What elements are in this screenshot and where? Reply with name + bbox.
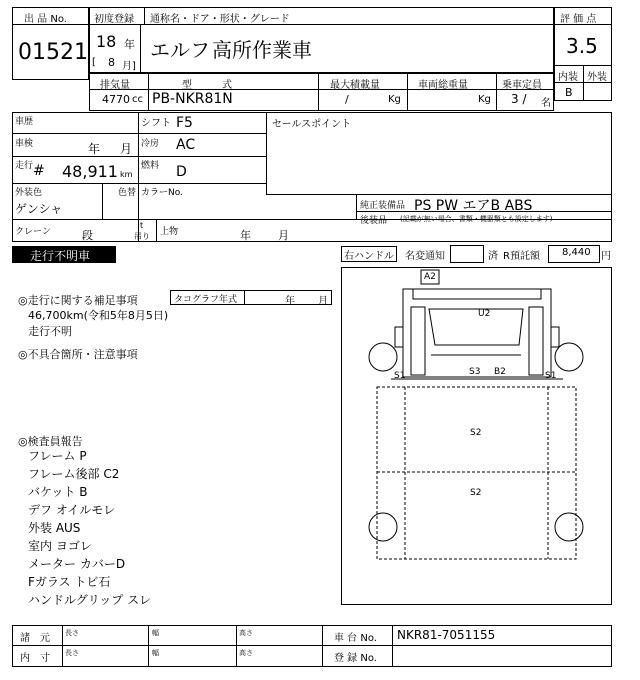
mileage-value: 48,911 [62, 162, 118, 181]
sales-point-label: セールスポイント [272, 119, 352, 130]
tachograph-label: タコグラフ年式 [174, 295, 238, 305]
label-s1-right: S1 [545, 371, 557, 381]
not-running-text: 走行不明車 [30, 249, 91, 263]
aftermarket-note: (記載が無い場合、書類・機器類とも設定します) [400, 215, 553, 223]
report-line: 外装 AUS [28, 521, 81, 535]
crane-step: 段 [82, 229, 93, 242]
truck-mirror-right [551, 327, 559, 347]
displacement-unit: cc [132, 94, 143, 105]
capacity-unit: 名 [541, 98, 551, 109]
label-u2: U2 [478, 309, 491, 319]
crane-lift: 吊り [134, 232, 150, 241]
footer-box [12, 625, 612, 667]
interior-label: 内装 [558, 72, 578, 83]
crane-label: クレーン [15, 227, 51, 237]
max-load-unit: Kg [388, 94, 401, 105]
label-s1-left: S1 [394, 371, 406, 381]
color-no-label: カラーNo. [141, 188, 183, 198]
displacement-label: 排気量 [100, 80, 130, 91]
boarding-year: 年 [240, 229, 251, 242]
inspection-label: 車検 [15, 139, 34, 149]
reg-no-label: 登 録 No. [334, 653, 377, 664]
tacho-month: 月 [318, 296, 328, 307]
ext-color-label: 外装色 [15, 188, 43, 198]
car-name: エルフ [150, 38, 210, 62]
shift-value: F5 [176, 115, 193, 131]
aftermarket-label: 後装品 [360, 216, 388, 226]
ac-label: 冷房 [141, 139, 160, 149]
wheel-rear-right [555, 513, 583, 541]
gross-weight-unit: Kg [478, 94, 491, 105]
reg-month-open: [ [92, 57, 96, 68]
interior-dim-label: 内 寸 [20, 653, 50, 664]
inspection-year: 年 [88, 142, 101, 156]
label-s2-top: S2 [470, 428, 482, 438]
height-label-2: 高さ [239, 649, 253, 657]
recycle-label: R預託額 [503, 251, 540, 262]
report-line: フレーム後部 C2 [28, 467, 120, 481]
chassis-no: NKR81-7051155 [397, 628, 496, 642]
tacho-year: 年 [285, 296, 295, 307]
report-line: 室内 ヨゴレ [28, 539, 92, 553]
first-reg-label: 初度登録 [94, 14, 134, 25]
truck-cab-right-panel [529, 307, 543, 375]
color-change-label: 色替 [118, 188, 137, 198]
label-b2: B2 [494, 367, 506, 377]
car-grade: 高所作業車 [212, 38, 312, 62]
right-handle-label: 右ハンドル [344, 251, 394, 262]
equip-value: PS PW エアB ABS [414, 198, 533, 214]
mileage-note-1: 46,700km(令和5年8月5日) [28, 309, 169, 322]
boarding-label: 上物 [160, 227, 179, 237]
ac-value: AC [176, 137, 196, 153]
truck-windshield [429, 309, 523, 345]
shift-label: シフト [141, 118, 171, 129]
crane-t: t [140, 221, 144, 230]
lot-no: 01521 [18, 40, 88, 65]
interior-grade: B [565, 86, 573, 99]
name-change-label: 名変通知 [405, 251, 445, 262]
truck-cab-left-panel [411, 307, 425, 375]
report-line: Fガラス トビ石 [28, 575, 111, 589]
chassis-label: 車 台 No. [334, 633, 377, 644]
mileage-label: 走行 [15, 161, 34, 171]
model-label: 型 式 [182, 80, 232, 91]
fuel-value: D [176, 164, 187, 180]
max-load-slash: / [345, 93, 349, 106]
exterior-label: 外装 [587, 72, 607, 83]
label-s3: S3 [469, 367, 481, 377]
reg-year: 18 [96, 32, 117, 51]
truck-cab-outline [413, 289, 541, 299]
report-line: バケット B [28, 485, 88, 499]
truck-bed [377, 387, 576, 559]
label-a2: A2 [424, 272, 436, 282]
height-label: 高さ [239, 629, 253, 637]
report-line: フレーム P [28, 449, 87, 463]
ext-color-value: ゲンシャ [15, 202, 63, 216]
reg-month-unit: 月] [122, 61, 136, 72]
truck-mirror-left [395, 327, 403, 347]
width-label-2: 幅 [152, 649, 159, 657]
mileage-note-2: 走行不明 [28, 325, 72, 338]
name-label: 通称名・ドア・形状・グレード [150, 14, 290, 25]
model-value: PB-NKR81N [152, 91, 233, 107]
recycle-mark: 済 [488, 251, 498, 262]
defects-heading: ◎不具合箇所・注意事項 [18, 348, 138, 361]
rating-label: 評 価 点 [560, 14, 597, 25]
truck-bed-inner [405, 387, 548, 559]
lot-no-label: 出 品 No. [24, 14, 67, 25]
mileage-unit: km [120, 170, 133, 179]
inspection-month: 月 [120, 142, 133, 156]
mileage-prefix: # [33, 163, 45, 179]
rating-value: 3.5 [566, 34, 598, 58]
label-s2-bottom: S2 [470, 488, 482, 498]
max-load-label: 最大積載量 [330, 80, 380, 91]
dimensions-label: 諸 元 [20, 633, 50, 644]
boarding-month: 月 [278, 229, 289, 242]
mileage-notes-heading: ◎走行に関する補足事項 [18, 294, 138, 307]
yen-label: 円 [601, 251, 611, 262]
report-line: デフ オイルモレ [28, 503, 116, 517]
inspector-heading: ◎検査員報告 [18, 435, 83, 448]
wheel-front-left [369, 343, 397, 371]
report-line: ハンドルグリップ スレ [28, 593, 152, 607]
equip-label: 純正装備品 [360, 201, 406, 211]
displacement-value: 4770 [102, 93, 130, 106]
length-label-2: 長さ [65, 649, 79, 657]
history-label: 車歴 [15, 117, 34, 127]
wheel-front-right [555, 343, 583, 371]
name-change-box [450, 245, 484, 263]
report-line: メーター カバーD [28, 557, 126, 571]
capacity-value: 3 / [511, 92, 527, 106]
length-label: 長さ [65, 629, 79, 637]
gross-weight-label: 車両総重量 [418, 80, 468, 91]
reg-month: 8 [108, 56, 115, 69]
recycle-amount: 8,440 [562, 247, 591, 258]
wheel-rear-left [369, 513, 397, 541]
capacity-label: 乗車定員 [502, 80, 542, 91]
width-label: 幅 [152, 629, 159, 637]
reg-year-unit: 年 [124, 38, 135, 51]
fuel-label: 燃料 [141, 161, 160, 171]
